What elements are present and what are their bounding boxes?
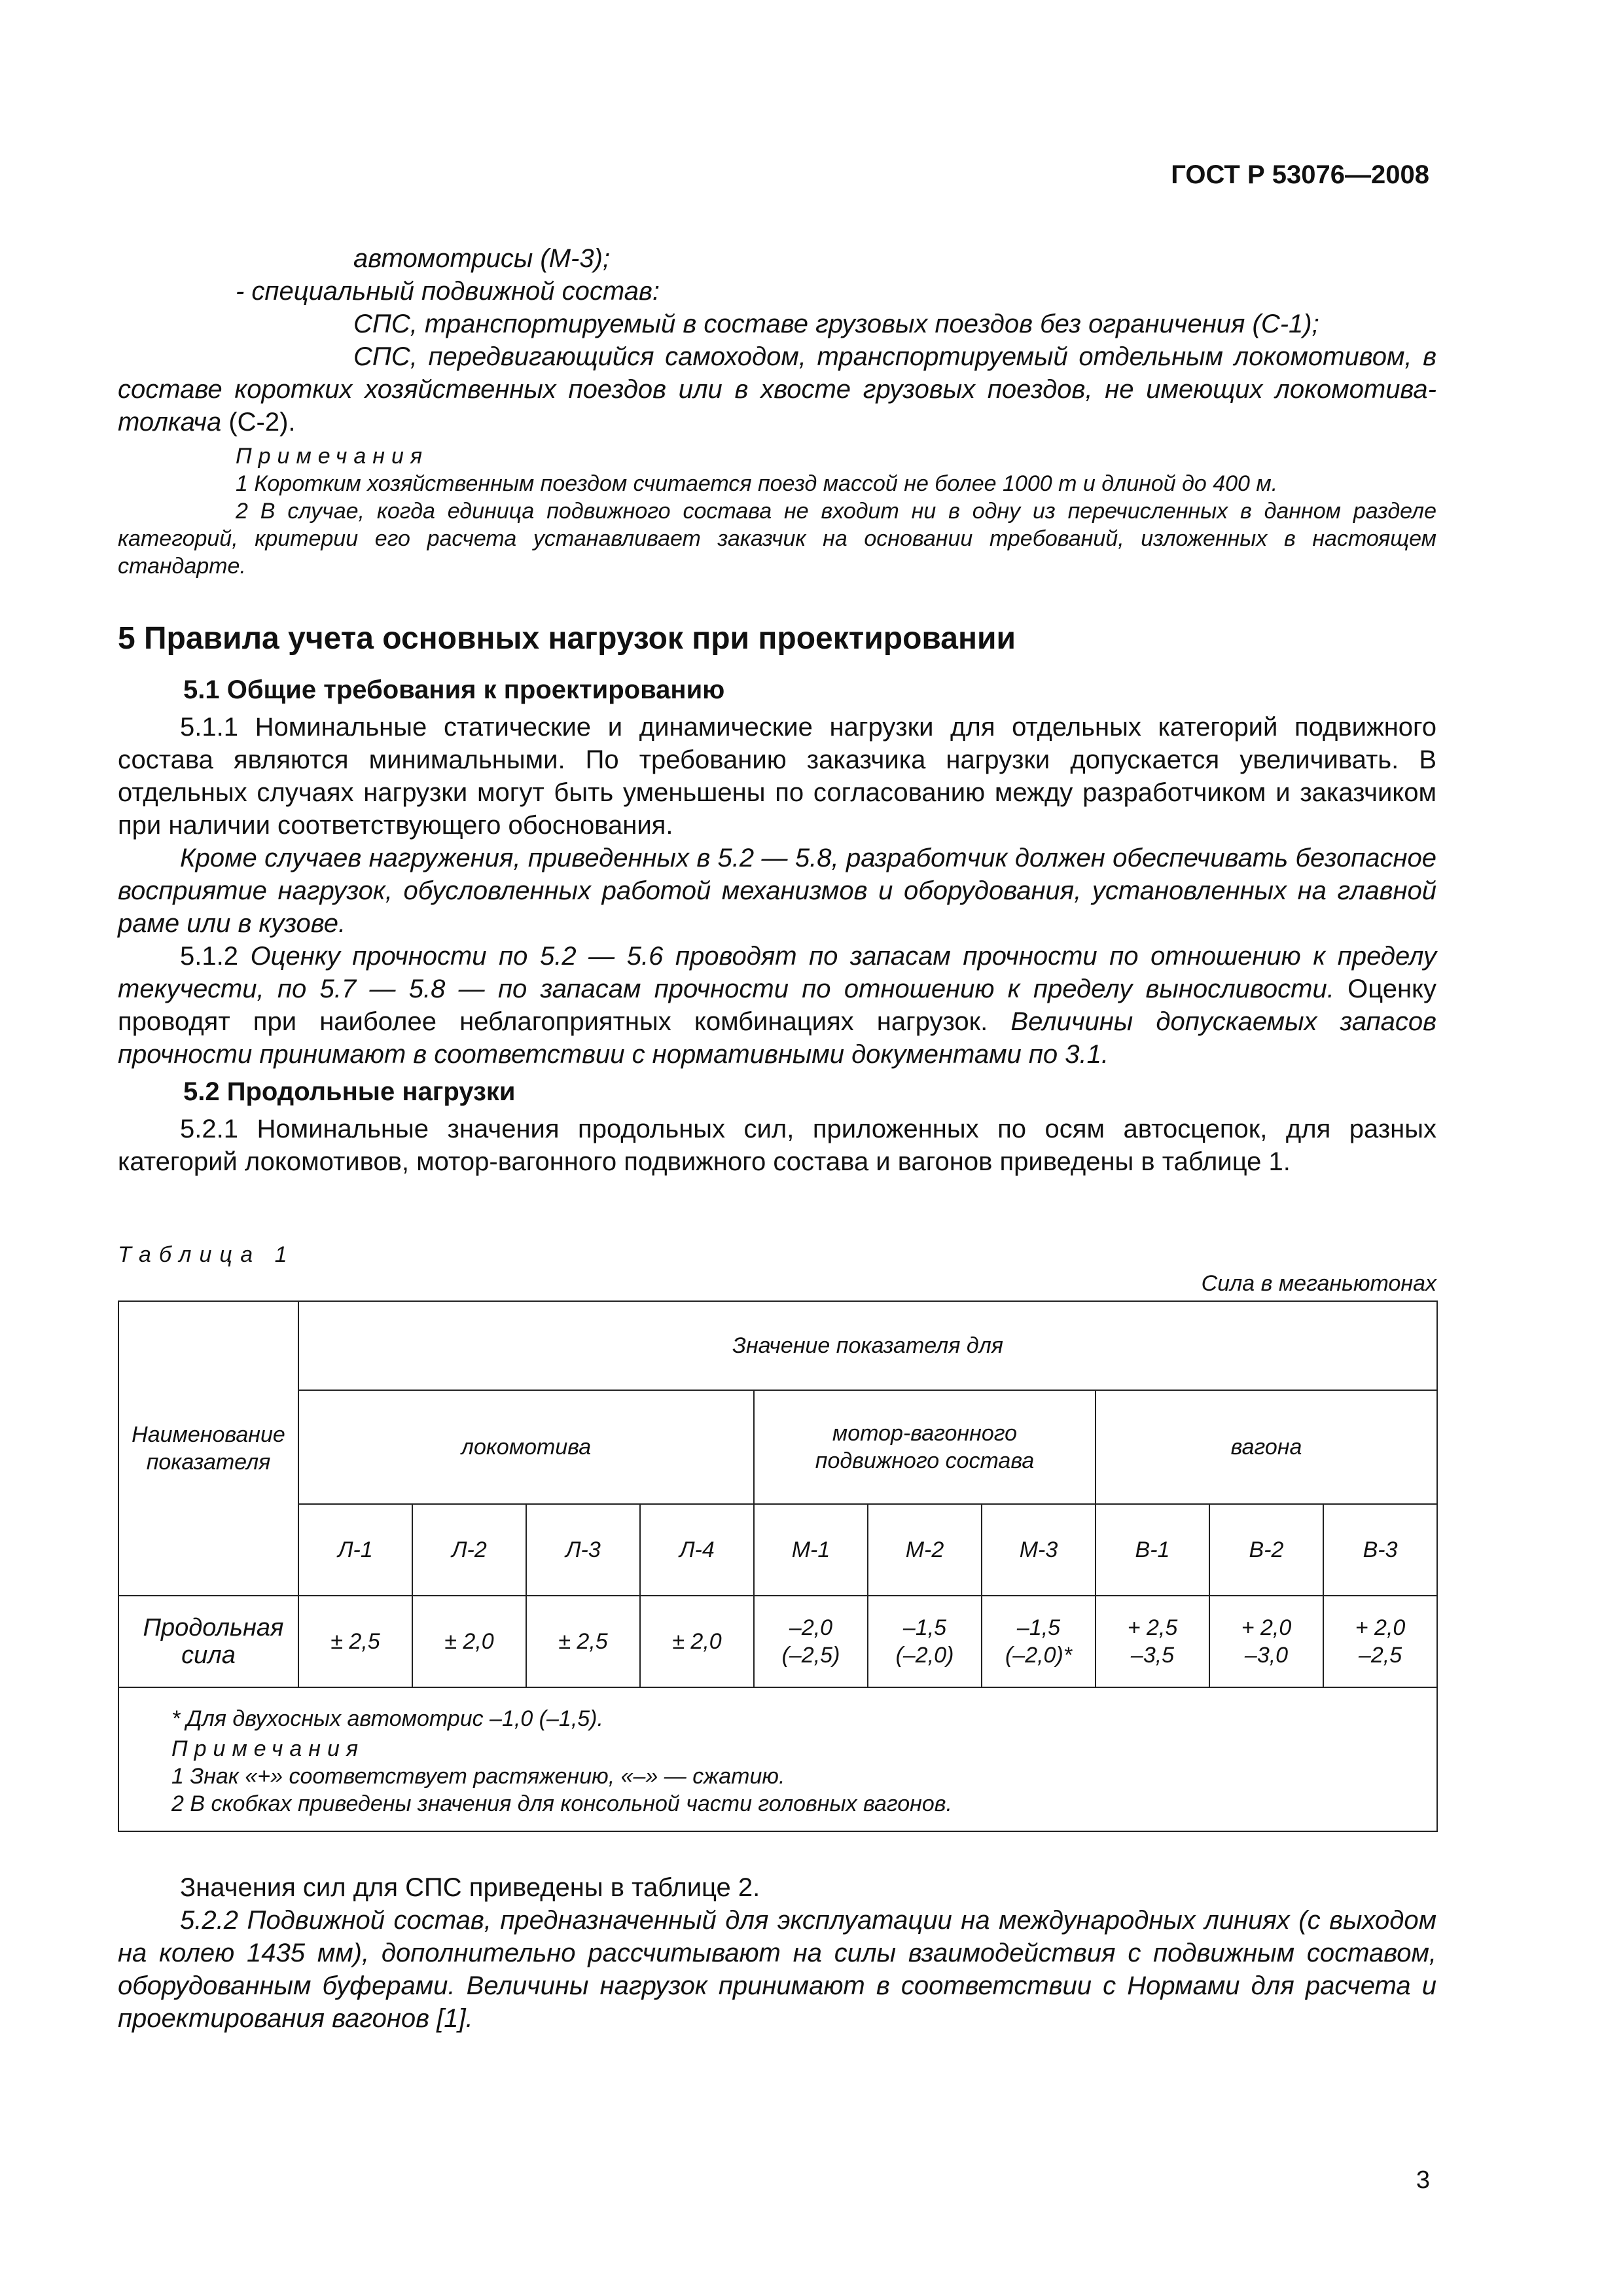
value-line-1: + 2,0: [1241, 1615, 1292, 1640]
value-line-2: –3,0: [1244, 1643, 1289, 1668]
code-cell: В-3: [1323, 1504, 1437, 1596]
table-units: Сила в меганьютонах: [1201, 1271, 1436, 1296]
value-cell: [298, 1596, 412, 1687]
table-footnote: * Для двухосных автомотрис –1,0 (–1,5).: [171, 1706, 603, 1731]
group-wagon: вагона: [1096, 1390, 1437, 1504]
group-multiple-unit-label: мотор-вагонного подвижного состава: [815, 1421, 1035, 1473]
code-cell: М-1: [754, 1504, 868, 1596]
paragraph-5-2-2: 5.2.2 Подвижной состав, предназначенный для эксплуатации на международных линиях (с выходом на колею 1435 мм), дополнительно рассчитывают на силы взаимодействия с подвижным составом, оборудованным буферами. Величины нагрузок принимают в соответствии с Нормами для расчета и проектирования вагонов [1].: [118, 1906, 1436, 2033]
paragraph-5-1-2-part-c: Величины допускаемых запасов прочности принимают в соответствии с нормативными документами по 3.1.: [118, 1007, 1436, 1069]
row-name-label: Продольная сила: [143, 1613, 284, 1669]
intro-line-4: [118, 340, 1436, 439]
value-line-1: –2,0: [789, 1615, 833, 1640]
intro-line-2: - специальный подвижной состав:: [236, 277, 660, 306]
table-note-2: 2 В скобках приведены значения для консольной части головных вагонов.: [171, 1791, 952, 1816]
paragraph-5-1-2-number: 5.1.2: [180, 942, 251, 971]
paragraph-5-1-2-part-a: Оценку прочности по 5.2 — 5.6 проводят по запасам прочности по отношению к пределу текучести, по 5.7 — 5.8 — по запасам прочности по отношению к пределу выносливости.: [118, 942, 1437, 1003]
table-notes-heading: Примечания: [171, 1736, 365, 1761]
table-header-row-1: [118, 1301, 1437, 1390]
value-cell: [868, 1596, 982, 1687]
value-line-1: ± 2,5: [558, 1629, 608, 1654]
code-cell: В-1: [1096, 1504, 1209, 1596]
intro-line-1: автомотрисы (М-3);: [353, 244, 611, 273]
value-line-1: ± 2,5: [330, 1629, 380, 1654]
value-cell: [1096, 1596, 1209, 1687]
code-cell: М-3: [982, 1504, 1096, 1596]
page-content: [118, 242, 1436, 2035]
row-name-cell: [118, 1596, 298, 1687]
paragraph-5-2-1: 5.2.1 Номинальные значения продольных сил, приложенных по осям автосцепок, для разных категорий локомотивов, мотор-вагонного подвижного состава и вагонов приведены в таблице 1.: [118, 1115, 1436, 1176]
value-line-2: (–2,5): [781, 1643, 840, 1668]
intro-line-4-text: СПС, передвигающийся самоходом, транспортируемый отдельным локомотивом, в составе коротких хозяйственных поездов или в хвосте грузовых поездов, не имеющих локомотива-толкача: [118, 342, 1436, 437]
value-line-2: –2,5: [1358, 1643, 1402, 1668]
document-code: ГОСТ Р 53076—2008: [1171, 160, 1429, 189]
section-5-2-title: 5.2 Продольные нагрузки: [183, 1077, 516, 1106]
after-paragraph-1: Значения сил для СПС приведены в таблице 2.: [180, 1873, 760, 1902]
table-code-row: [118, 1504, 1437, 1596]
code-cell: Л-3: [526, 1504, 640, 1596]
value-line-1: + 2,5: [1127, 1615, 1178, 1640]
value-line-1: –1,5: [902, 1615, 947, 1640]
intro-line-3: СПС, транспортируемый в составе грузовых поездов без ограничения (С-1);: [353, 310, 1319, 338]
section-5-1-title: 5.1 Общие требования к проектированию: [183, 675, 725, 704]
value-line-1: ± 2,0: [444, 1629, 494, 1654]
value-line-1: –1,5: [1016, 1615, 1061, 1640]
row-header-cell: Наименование показателя: [118, 1301, 298, 1596]
intro-line-4-code: (С-2).: [221, 408, 296, 437]
intro-note-2: 2 В случае, когда единица подвижного состава не входит ни в одну из перечисленных в данном разделе категорий, критерии его расчета устанавливает заказчик на основании требований, изложенных в настоящем стандарте.: [118, 499, 1436, 579]
code-cell: М-2: [868, 1504, 982, 1596]
value-cell: [1209, 1596, 1323, 1687]
table-footer-cell: [118, 1687, 1437, 1831]
table-data-row: [118, 1596, 1437, 1687]
code-cell: Л-1: [298, 1504, 412, 1596]
value-cell: [754, 1596, 868, 1687]
value-cell: [640, 1596, 754, 1687]
value-cell: [526, 1596, 640, 1687]
group-header-cell: Значение показателя для: [298, 1301, 1437, 1390]
section-5-title: 5 Правила учета основных нагрузок при проектировании: [118, 621, 1016, 656]
group-locomotive: локомотива: [298, 1390, 754, 1504]
intro-notes-heading: Примечания: [236, 444, 429, 469]
table-footer-row: [118, 1687, 1437, 1831]
paragraph-5-1-2: [118, 940, 1436, 1071]
page-number: 3: [1416, 2166, 1430, 2194]
group-multiple-unit: [754, 1390, 1096, 1504]
value-cell: [412, 1596, 526, 1687]
value-line-2: (–2,0)*: [1005, 1643, 1073, 1668]
code-cell: В-2: [1209, 1504, 1323, 1596]
value-line-2: (–2,0): [895, 1643, 954, 1668]
code-cell: Л-2: [412, 1504, 526, 1596]
value-line-2: –3,5: [1130, 1643, 1175, 1668]
table-caption: Таблица 1: [118, 1242, 295, 1267]
value-cell: [1323, 1596, 1437, 1687]
table-header-row-2: [118, 1390, 1437, 1504]
value-line-1: ± 2,0: [672, 1629, 722, 1654]
value-cell: [982, 1596, 1096, 1687]
paragraph-5-1-1-continued: Кроме случаев нагружения, приведенных в 5.2 — 5.8, разработчик должен обеспечивать безопасное восприятие нагрузок, обусловленных работой механизмов и оборудования, установленных на главной раме или в кузове.: [118, 844, 1436, 938]
table-note-1: 1 Знак «+» соответствует растяжению, «–» — сжатию.: [171, 1764, 785, 1789]
value-line-1: + 2,0: [1355, 1615, 1406, 1640]
paragraph-5-1-1: 5.1.1 Номинальные статические и динамические нагрузки для отдельных категорий подвижного состава являются минимальными. По требованию заказчика нагрузки допускается увеличивать. В отдельных случаях нагрузки могут быть уменьшены по согласованию между разработчиком и заказчиком при наличии соответствующего обоснования.: [118, 713, 1436, 840]
code-cell: Л-4: [640, 1504, 754, 1596]
table-1: [118, 1300, 1438, 1832]
paragraph-5-1-2-part-b: Оценку проводят при наиболее неблагоприятных комбинациях нагрузок.: [118, 975, 1436, 1036]
intro-note-1: 1 Коротким хозяйственным поездом считается поезд массой не более 1000 т и длиной до 400 м.: [236, 471, 1278, 496]
